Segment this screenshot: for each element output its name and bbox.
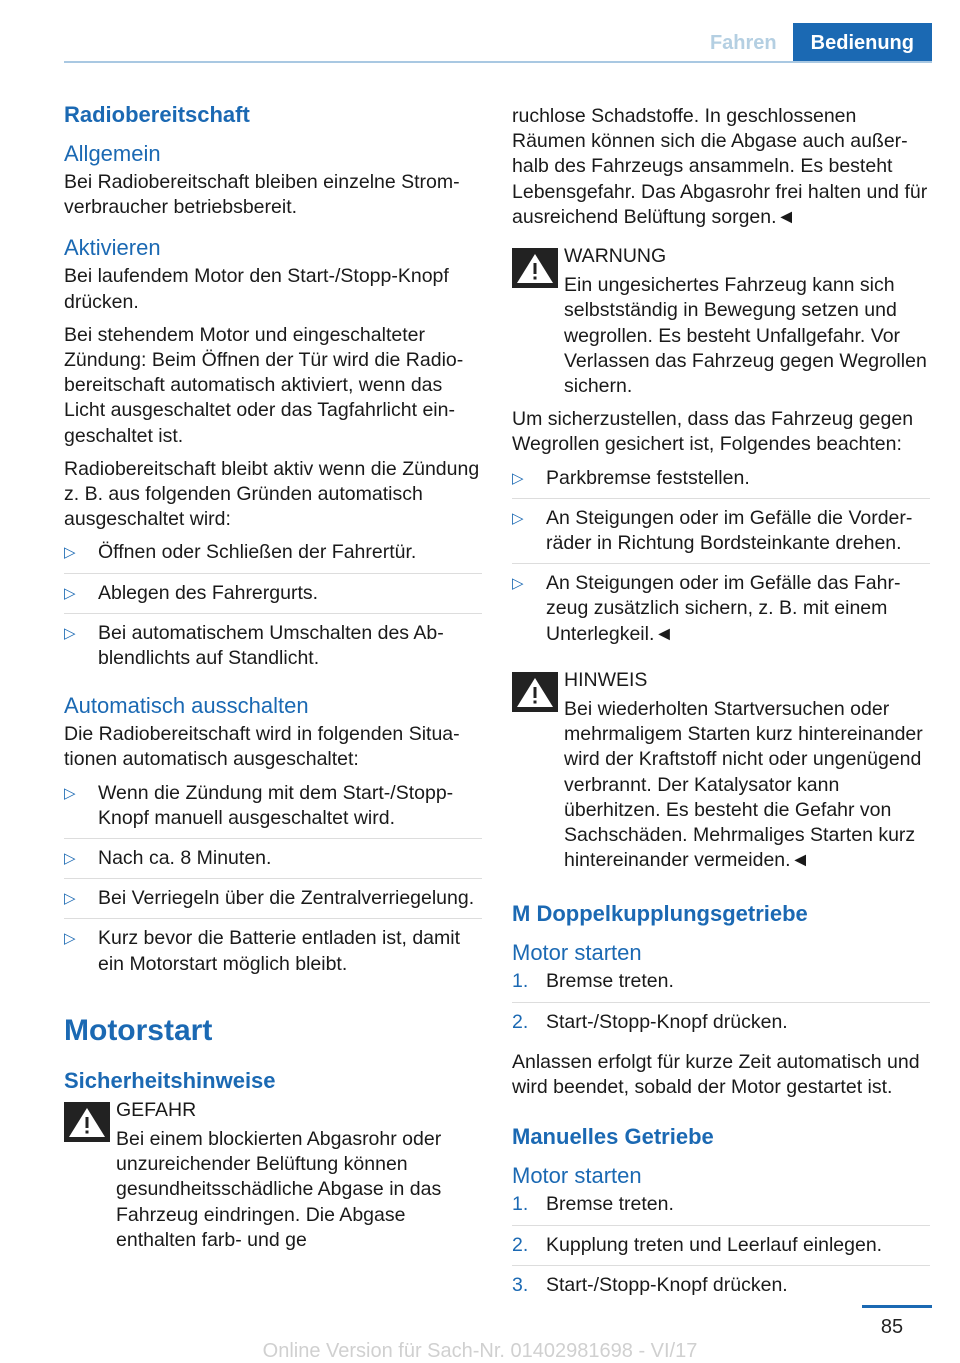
list-item: ▷ Bei automatischem Umschalten des Abblendlichts auf Standlicht. — [64, 621, 444, 670]
bullet-icon: ▷ — [512, 575, 524, 593]
notice-label: WARNUNG — [564, 245, 667, 268]
list-item: ▷ Parkbremse feststellen. — [512, 466, 930, 499]
right-column — [512, 104, 930, 1313]
list-item: ▷ An Steigungen oder im Gefälle die Vorderräder in Richtung Bordsteinkante drehen. — [512, 506, 930, 564]
step-number: 1. — [512, 970, 529, 993]
subsection-motor-starten: Motor starten — [512, 940, 642, 966]
notice-text: Bei einem blockierten Abgasrohr oder unzureichender Belüftung können gesundheitsschädliche Abgase in das Fahrzeug eindringen. Die Abgase enthalten farb- und ge — [116, 1128, 442, 1251]
warning-triangle-icon — [512, 672, 558, 712]
list-item: ▷ Wenn die Zündung mit dem Start-/Stopp-Knopf manuell ausgeschaltet wird. — [64, 781, 482, 839]
paragraph: Radiobereitschaft bleibt aktiv wenn die Zündung z. B. aus folgenden Gründen automatisch ausgeschaltet wird: — [64, 457, 480, 531]
list-item: 1. Bremse treten. — [512, 1192, 930, 1225]
bullet-icon: ▷ — [64, 584, 76, 602]
list-item: 2. Kupplung treten und Leerlauf einlegen. — [512, 1233, 930, 1266]
notice-text: Ein ungesichertes Fahrzeug kann sich selbstständig in Bewegung setzen und wegrollen. Es besteht Unfallgefahr. Vor Verlassen das Fahrzeug gegen Wegrollen sichern. — [564, 274, 927, 398]
bullet-list — [64, 781, 482, 984]
subsection-automatisch-ausschalten: Automatisch ausschalten — [64, 693, 309, 719]
list-item: ▷ Nach ca. 8 Minuten. — [64, 846, 482, 879]
online-version-note: Online Version für Sach-Nr. 01402981698 - VI/17 — [262, 1340, 698, 1362]
bullet-icon: ▷ — [64, 784, 76, 802]
step-number: 2. — [512, 1233, 529, 1256]
list-item: ▷ An Steigungen oder im Gefälle das Fahrzeug zusätzlich sichern, z. B. mit einem Unterlegkeil.◄ — [512, 572, 901, 645]
bullet-icon: ▷ — [64, 544, 76, 562]
paragraph: Anlassen erfolgt für kurze Zeit automatisch und wird beendet, sobald der Motor gestartet ist. — [512, 1050, 920, 1099]
list-item: 2. Start-/Stopp-Knopf drücken. — [512, 1010, 930, 1042]
list-item: 3. Start-/Stopp-Knopf drücken. — [512, 1273, 930, 1305]
paragraph: Bei laufendem Motor den Start-/Stopp-Knopf drücken. — [64, 265, 449, 313]
chapter-title-motorstart: Motorstart — [64, 1013, 213, 1047]
numbered-list — [512, 1192, 930, 1305]
danger-notice — [64, 1098, 482, 1253]
warning-triangle-icon — [64, 1102, 110, 1142]
header-divider — [64, 61, 932, 63]
step-number: 3. — [512, 1273, 529, 1296]
footer-accent-bar — [862, 1305, 932, 1308]
paragraph: Um sicherzustellen, dass das Fahrzeug gegen Wegrollen gesichert ist, Folgendes beachten: — [512, 408, 914, 456]
section-title-manuelles-getriebe: Manuelles Getriebe — [512, 1124, 714, 1150]
bullet-icon: ▷ — [512, 509, 524, 527]
subsection-aktivieren: Aktivieren — [64, 235, 161, 261]
paragraph: ruchlose Schadstoffe. In geschlossenen Räumen können sich die Abgase auch außerhalb des Fahrzeugs ansammeln. Es besteht Lebensgefahr. Das Abgasrohr frei halten und für ausreichend Belüftung sorgen.◄ — [512, 105, 928, 228]
notice-label: HINWEIS — [564, 668, 648, 691]
numbered-list — [512, 969, 930, 1041]
step-number: 1. — [512, 1193, 529, 1216]
left-column — [64, 100, 482, 1261]
step-number: 2. — [512, 1010, 529, 1033]
bullet-icon: ▷ — [512, 469, 524, 487]
chapter-tabs — [694, 23, 932, 61]
warning-triangle-icon — [512, 248, 558, 288]
subsection-motor-starten: Motor starten — [512, 1163, 642, 1189]
section-title-m-doppelkupplungsgetriebe: M Doppelkupplungsgetriebe — [512, 901, 808, 927]
bullet-list — [512, 466, 930, 654]
bullet-icon: ▷ — [64, 850, 76, 868]
list-item: ▷ Bei Verriegeln über die Zentralverriegelung. — [64, 886, 482, 919]
warning-notice — [512, 244, 930, 399]
tab-bedienung[interactable]: Bedienung — [793, 23, 932, 61]
list-item: 1. Bremse treten. — [512, 969, 930, 1002]
paragraph: Die Radiobereitschaft wird in folgenden Situationen automatisch ausgeschaltet: — [64, 723, 460, 771]
paragraph: Bei Radiobereitschaft bleiben einzelne Stromverbraucher betriebsbereit. — [64, 171, 460, 219]
page-number: 85 — [880, 1316, 904, 1338]
bullet-icon: ▷ — [64, 930, 76, 948]
bullet-icon: ▷ — [64, 890, 76, 908]
list-item: ▷ Öffnen oder Schließen der Fahrertür. — [64, 540, 482, 573]
bullet-list — [64, 540, 482, 678]
notice-label: GEFAHR — [116, 1098, 197, 1121]
bullet-icon: ▷ — [64, 624, 76, 642]
section-title-sicherheitshinweise: Sicherheitshinweise — [64, 1067, 276, 1093]
tab-fahren[interactable]: Fahren — [694, 23, 793, 61]
notice-text: Bei wiederholten Startversuchen oder mehrmaligem Starten kurz hintereinander wird der Kraftstoff nicht oder ungenügend verbrannt. Der Katalysator kann überhitzen. Es besteht die Gefahr von Sachschäden. Mehrmaliges Starten kurz hintereinander vermeiden.◄ — [564, 698, 923, 872]
paragraph: Bei stehendem Motor und eingeschalteter Zündung: Beim Öffnen der Tür wird die Radiobereitschaft automatisch aktiviert, wenn das Licht ausgeschaltet oder das Tagfahrlicht eingeschaltet ist. — [64, 323, 464, 447]
subsection-allgemein: Allgemein — [64, 141, 161, 166]
list-item: ▷ Ablegen des Fahrergurts. — [64, 581, 482, 614]
list-item: ▷ Kurz bevor die Batterie entladen ist, damit ein Motorstart möglich bleibt. — [64, 927, 461, 975]
hint-notice — [512, 668, 930, 874]
section-title-radiobereitschaft: Radiobereitschaft — [64, 102, 250, 127]
